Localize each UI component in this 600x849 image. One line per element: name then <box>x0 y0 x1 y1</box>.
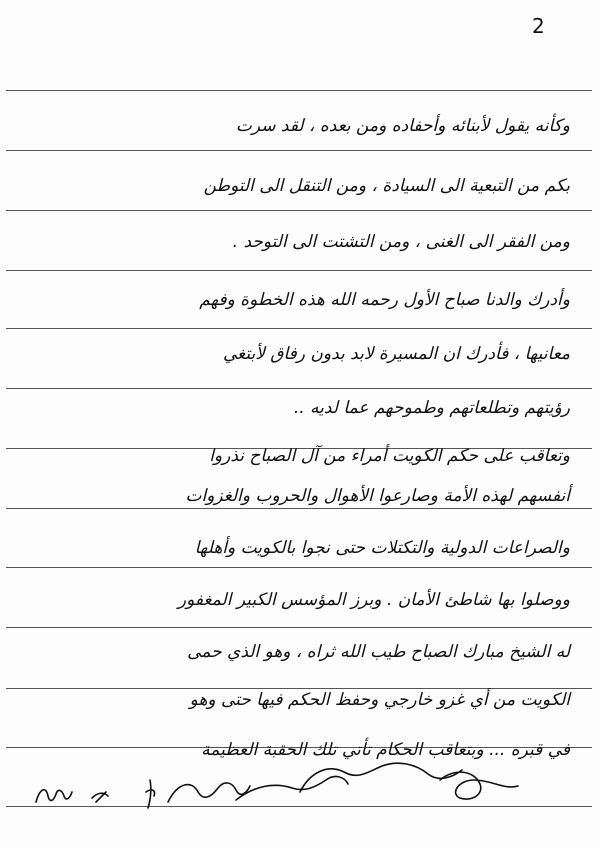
text-line: والصراعات الدولية والتكتلات حتى نجوا بالكويت وأهلها <box>194 538 570 558</box>
page-number: 2 <box>532 14 545 38</box>
text-line: وتعاقب على حكم الكويت أمراء من آل الصباح نذروا <box>209 446 570 466</box>
text-line: بكم من التبعية الى السيادة ، ومن التنقل الى التوطن <box>203 176 570 196</box>
text-line: ومن الفقر الى الغنى ، ومن التشتت الى التوحد . <box>232 232 570 252</box>
ruled-line <box>6 567 592 568</box>
signature-6 <box>300 763 462 792</box>
ruled-line <box>6 328 592 329</box>
ruled-line <box>6 90 592 91</box>
text-line: له الشيخ مبارك الصباح طيب الله ثراه ، وهو الذي حمى <box>187 642 570 662</box>
text-line: معانيها ، فأدرك ان المسيرة لابد بدون رفاق لأبتغي <box>222 344 570 364</box>
text-line: في قبره ... وبتعاقب الحكام تأتي تلك الحقبة العظيمة <box>201 740 570 760</box>
text-line: ووصلوا بها شاطئ الأمان . وبرز المؤسس الكبير المغفور <box>177 590 570 610</box>
ruled-line <box>6 627 592 628</box>
text-line: أنفسهم لهذه الأمة وصارعوا الأهوال والحروب والغزوات <box>185 486 570 506</box>
text-line: وأدرك والدنا صباح الأول رحمه الله هذه الخطوة وفهم <box>199 290 570 310</box>
text-line: الكويت من أي غزو خارجي وحفظ الحكم فيها حتى وهو <box>189 690 570 710</box>
ruled-line <box>6 388 592 389</box>
ruled-line <box>6 688 592 689</box>
ruled-line <box>6 210 592 211</box>
ruled-line <box>6 150 592 151</box>
ruled-line <box>6 508 592 509</box>
signature-3 <box>146 780 155 808</box>
signature-1 <box>36 790 72 802</box>
signature-2 <box>92 792 108 802</box>
text-line: رؤيتهم وتطلعاتهم وطموحهم عما لديه .. <box>293 398 570 418</box>
signature-5 <box>236 777 348 800</box>
ruled-line <box>6 270 592 271</box>
text-line: وكأنه يقول لأبنائه وأحفاده ومن بعده ، لقد سرت <box>235 116 570 136</box>
signatures <box>0 740 600 820</box>
